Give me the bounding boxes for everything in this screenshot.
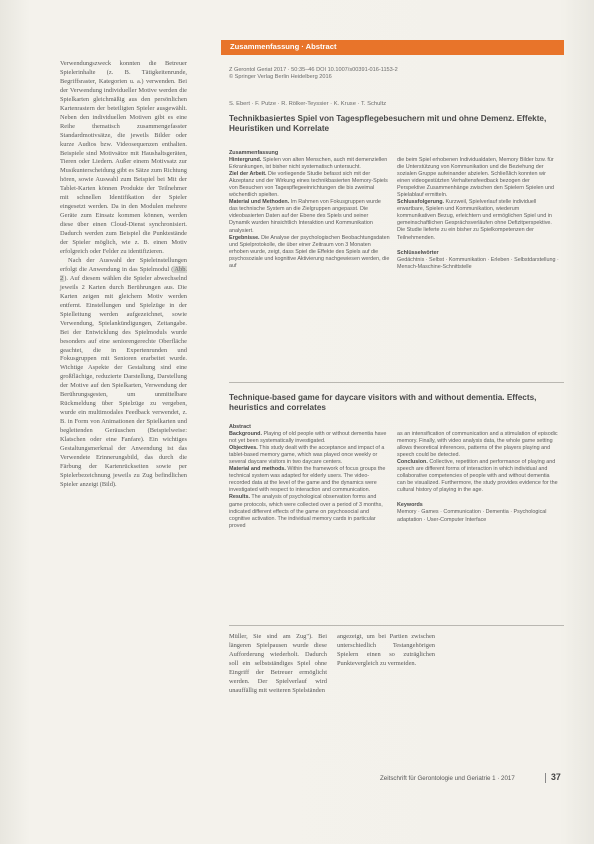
german-abstract-right bbox=[397, 157, 559, 271]
left-body-column bbox=[60, 60, 187, 490]
german-abstract-left bbox=[229, 150, 390, 270]
section-label: Abstract bbox=[229, 424, 251, 430]
english-abstract-right bbox=[397, 431, 559, 524]
abstract-paragraph: Ziel der Arbeit. Die vorliegende Studie befasst sich mit der Akzeptanz und der Wirkung eines technikbasierten Memory-Spiels von Besuchen von Tagespflegeeinrichtungen die bis zweimal wöchentlich spielten. bbox=[229, 171, 388, 199]
keywords-text: Gedächtnis · Selbst · Kommunikation · Erleben · Selbstdarstellung · Mensch-Maschine-Schnittstelle bbox=[397, 256, 559, 270]
section-divider bbox=[229, 382, 564, 383]
keywords-label: Keywords bbox=[397, 502, 423, 509]
body-paragraph: Müller, Sie sind am Zug"). Bei längeren Spielpausen wurde diese Aufforderung wiederholt. Dadurch soll ein selbstständiges Spiel ohne Eingriff der Betreuer ermöglicht werden. Der Spielverlauf wird unauffällig mit weiteren Spielständen bbox=[229, 633, 327, 694]
figure-reference[interactable]: Abb. 2 bbox=[60, 265, 187, 282]
abstract-paragraph: Material and methods. Within the framework of focus groups the technical system was adapted for elderly users. The video-recorded data at the level of the game and the dynamics were investigated with respect to interaction and communication. bbox=[229, 466, 386, 494]
abstract-paragraph: die beim Spiel erhobenen Individualdaten, Memory Bilder bzw. für die Unterstützung von Kommunikation und die Beziehung der sozialen Gruppe aufeinander abzielen. Schließlich konnten wir einen videogestützten Verhaltensfeedback bezogen der Perspektive Zusammenhänge zwischen den Spielern Spielen und Spielablauf ermitteln. bbox=[397, 157, 555, 199]
abstract-paragraph: Material und Methoden. Im Rahmen von Fokusgruppen wurde das technische System an die Zielgruppen angepasst. Die videobasierten Daten auf der Ebene des Spiels und seiner Dynamik wurden hinsichtlich Interaktion und Kommunikation analysiert. bbox=[229, 199, 381, 234]
citation-line: Z Gerontol Geriat 2017 · 50:35–46 DOI 10.1007/s00391-016-1153-2 bbox=[229, 67, 398, 73]
author-list: S. Ebert · F. Putze · R. Rölker-Teyssier · K. Kruse · T. Schultz bbox=[229, 101, 387, 107]
journal-footer: Zeitschrift für Gerontologie und Geriatrie 1 · 2017 bbox=[380, 775, 515, 782]
body-column-bottom-1 bbox=[229, 633, 327, 696]
english-abstract-left bbox=[229, 424, 390, 530]
abstract-paragraph: Hintergrund. Spielen von alten Menschen, auch mit demenziellen Erkrankungen, ist bisher nicht systematisch untersucht. bbox=[229, 157, 388, 171]
body-paragraph: Nach der Auswahl der Spieleinstellungen erfolgt die Anwendung in das Spielmodul (Abb. 2). Auf diesem wählen die Spieler abwechselnd jeweils 2 Karten durch Berührungen aus. Die Karten zeigen mit gleichem Motiv werden entfernt. Einstellungen und Spielzüge in der Spielleitung werden aufgezeichnet, sowie Verwendung, Spielankündigungen, Zeitangabe. Bei der Entwicklung des Spielmoduls wurde besonders auf eine seniorengerechte Oberfläche geachtet, die in Expertenrunden und Fokusgruppen mit Senioren erarbeitet wurde. Wichtige Aspekte der Gestaltung sind eine großflächige, reduzierte Darstellung, Darstellung der Motive auf den Spielkarten, Verwendung der Berührungsgesten, um unmittelbare Rückmeldung über Spielzüge zu vergeben, wurde ein multimodales Feedback verwendet, z. B. in Form von Animationen der Spielkarten und begleitenden Geräuschen (Beispielweise: Klatschen oder eine Fanfare). Ein wichtiges Gestaltungsmerkmal der Anwendung ist das Verwendete Erinnerungsbild, das durch die Färbung der Kartenrückseiten sowie per Spielerbezeichnung jeweils zu Zug befindlichen Spieler anzeigt (Bild). bbox=[60, 256, 187, 488]
body-paragraph: angezeigt, um bei Partien zwischen unterschiedlich Testangehörigen Spielern einen so zuträglichen Punktevergleich zu vermeiden. bbox=[337, 633, 435, 667]
keywords-text: Memory · Games · Communication · Dementia · Psychological adaptation · User-Computer Interface bbox=[397, 509, 547, 523]
section-label: Zusammenfassung bbox=[229, 150, 279, 156]
abstract-paragraph: as an intensification of communication and a stimulation of episodic memory. Finally, with video analysis data, the whole game setting allows theoretical inferences, patterns of the players playing and speech could be detected. bbox=[397, 431, 558, 459]
section-divider bbox=[229, 625, 564, 626]
abstract-paragraph: Objectives. This study dealt with the acceptance and impact of a tablet-based memory game, which was played once weekly or several daycare visitors in two daycare centers. bbox=[229, 445, 385, 466]
abstract-paragraph: Schlussfolgerung. Kurzweil, Spielverlauf stelle individuell erwartbare, Spielen und Kommunikation, wiederum kommunikativen Bezug, erleichtern und ermöglichen Spiel und in gemeinschaftlichen Gesprächsverläufen ohne Defizitperspektive. Die Studie lieferte zu ein bisher zu Spielkompetenzen der Teilnehmenden. bbox=[397, 199, 552, 241]
abstract-paragraph: Results. The analysis of psychological observation forms and game protocols, which were collected over a period of 3 months, indicated different effects of the game on psychosocial and cognitive activation. The individual memory cards in particular proved bbox=[229, 494, 383, 529]
footer-divider bbox=[545, 773, 546, 783]
abstract-paragraph: Conclusion. Collective, repetition and performance of playing and speech are different forms of interaction in which individual and collaborative competencies of people with and without dementia can be visualized. Furthermore, the study provides evidence for the cultural history of playing in the age. bbox=[397, 459, 558, 494]
abstract-paragraph: Ergebnisse. Die Analyse der psychologischen Beobachtungsdaten und Spielprotokolle, die über einer Zeitraum von 3 Monaten erhoben wurde, zeigt, dass Spiel die Effekte des Spiels auf die psychosoziale und kognitive Aktivierung nachgewiesen werden, die auf bbox=[229, 234, 390, 269]
body-paragraph: Verwendungszweck konnten die Betreuer Spielerinhalte (z. B. Tätigkeitenrunde, Begriffsraster, Kategorien u. a.) verwenden. Bei der Verwendung individueller Motive werden die Spielkarten gleichmäßig aus den persönlichen Kartenrastern der beteiligten Spieler ausgewählt. Neben den individuellen Motiven gibt es eine Reihe thematisch zusammengefasster Standardmotivsätze, die jeweils Bilder oder kurze Audios bzw. Videosequenzen enthalten. Beispiele sind Motivsätze mit Haushaltsgeräten, Tieren oder Liedern. Außer einem Motivsatz zur Musikunterscheidung gibt es Sätze zum Richtung hören, sowie Auswahl zum Beispiel bei Mit der Tablet-Karten können Produkte der Teilnehmer mit schnellen Identifikation der Spieler eingesetzt werden. Da in den Modulen mehrere Geräte zum Einsatz kommen können, werden diese über einen Cloud-Dienst synchronisiert. Dadurch werden zum Beispiel die Punktestände der Spieler möglich, wie z. B. einen Motiv erfolgreich oder Felder zu identifizieren. bbox=[60, 60, 187, 256]
abstract-band-title: Zusammenfassung · Abstract bbox=[230, 42, 337, 51]
german-title: Technikbasiertes Spiel von Tagespflegebesuchern mit und ohne Demenz. Effekte, Heuristiken und Korrelate bbox=[229, 114, 547, 134]
keywords-label: Schlüsselwörter bbox=[397, 249, 439, 256]
copyright-line: © Springer Verlag Berlin Heidelberg 2016 bbox=[229, 74, 332, 81]
citation-block bbox=[229, 67, 559, 82]
body-column-bottom-2 bbox=[337, 633, 435, 669]
abstract-paragraph: Background. Playing of old people with or without dementia have not yet been systematically investigated. bbox=[229, 431, 387, 445]
english-title: Technique-based game for daycare visitors with and without dementia. Effects, heuristics and correlates bbox=[229, 393, 537, 413]
page-number: 37 bbox=[551, 772, 561, 782]
